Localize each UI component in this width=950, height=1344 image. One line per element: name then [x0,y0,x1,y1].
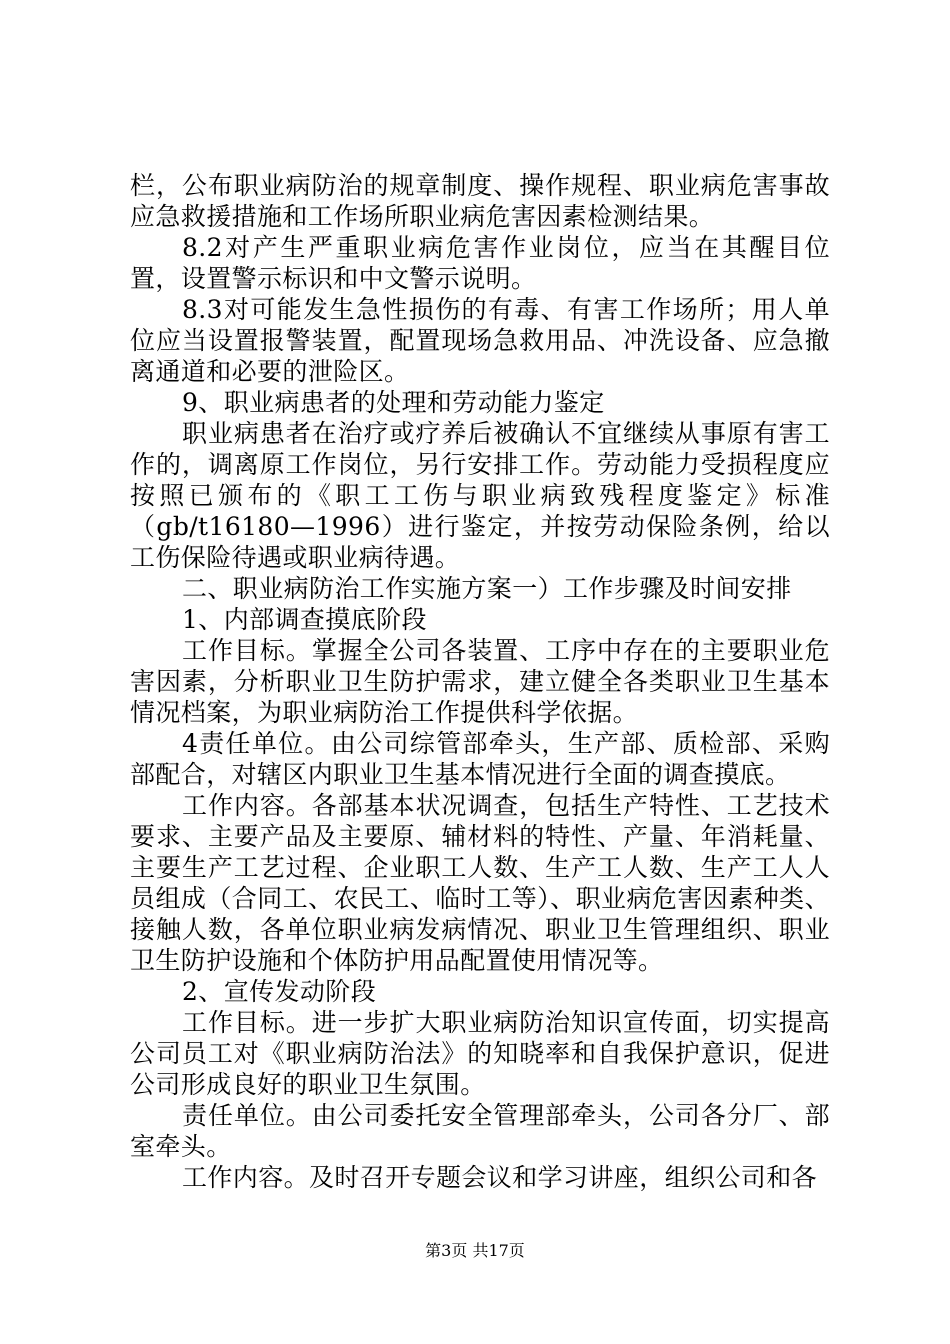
paragraph-step-2-goal: 工作目标。进一步扩大职业病防治知识宣传面，切实提高公司员工对《职业病防治法》的知晓率和自我保护意识，促进公司形成良好的职业卫生氛围。 [130,1008,830,1099]
paragraph-8-2: 8.2对产生严重职业病危害作业岗位，应当在其醒目位置，设置警示标识和中文警示说明。 [130,233,830,293]
paragraph-occupational-disease-patients: 职业病患者在治疗或疗养后被确认不宜继续从事原有害工作的，调离原工作岗位，另行安排工作。劳动能力受损程度应按照已颁布的《职工工伤与职业病致残程度鉴定》标准（gb/t16180—1996）进行鉴定，并按劳动保险条例，给以工伤保险待遇或职业病待遇。 [130,419,830,572]
heading-part-2: 二、职业病防治工作实施方案一）工作步骤及时间安排 [182,574,792,603]
page-number-footer: 第3页 共17页 [425,1241,525,1260]
document-body [130,170,830,1193]
paragraph-8-3: 8.3对可能发生急性损伤的有毒、有害工作场所；用人单位应当设置报警装置，配置现场急救用品、冲洗设备、应急撤离通道和必要的泄险区。 [130,295,830,386]
paragraph-step-2-content: 工作内容。及时召开专题会议和学习讲座，组织公司和各 [182,1163,818,1192]
heading-step-1: 1、内部调查摸底阶段 [182,605,427,634]
paragraph-step-1-responsibility: 4责任单位。由公司综管部牵头，生产部、质检部、采购部配合，对辖区内职业卫生基本情况进行全面的调查摸底。 [130,729,830,789]
paragraph-step-2-responsibility: 责任单位。由公司委托安全管理部牵头，公司各分厂、部室牵头。 [130,1101,830,1161]
paragraph-step-1-goal: 工作目标。掌握全公司各装置、工序中存在的主要职业危害因素，分析职业卫生防护需求，建立健全各类职业卫生基本情况档案，为职业病防治工作提供科学依据。 [130,636,830,727]
paragraph-continuation: 栏，公布职业病防治的规章制度、操作规程、职业病危害事故应急救援措施和工作场所职业病危害因素检测结果。 [130,171,830,231]
heading-step-2: 2、宣传发动阶段 [182,977,377,1006]
heading-section-9: 9、职业病患者的处理和劳动能力鉴定 [182,388,605,417]
paragraph-step-1-content: 工作内容。各部基本状况调查，包括生产特性、工艺技术要求、主要产品及主要原、辅材料的特性、产量、年消耗量、主要生产工艺过程、企业职工人数、生产工人数、生产工人人员组成（合同工、农民工、临时工等）、职业病危害因素种类、接触人数，各单位职业病发病情况、职业卫生管理组织、职业卫生防护设施和个体防护用品配置使用情况等。 [130,791,830,975]
